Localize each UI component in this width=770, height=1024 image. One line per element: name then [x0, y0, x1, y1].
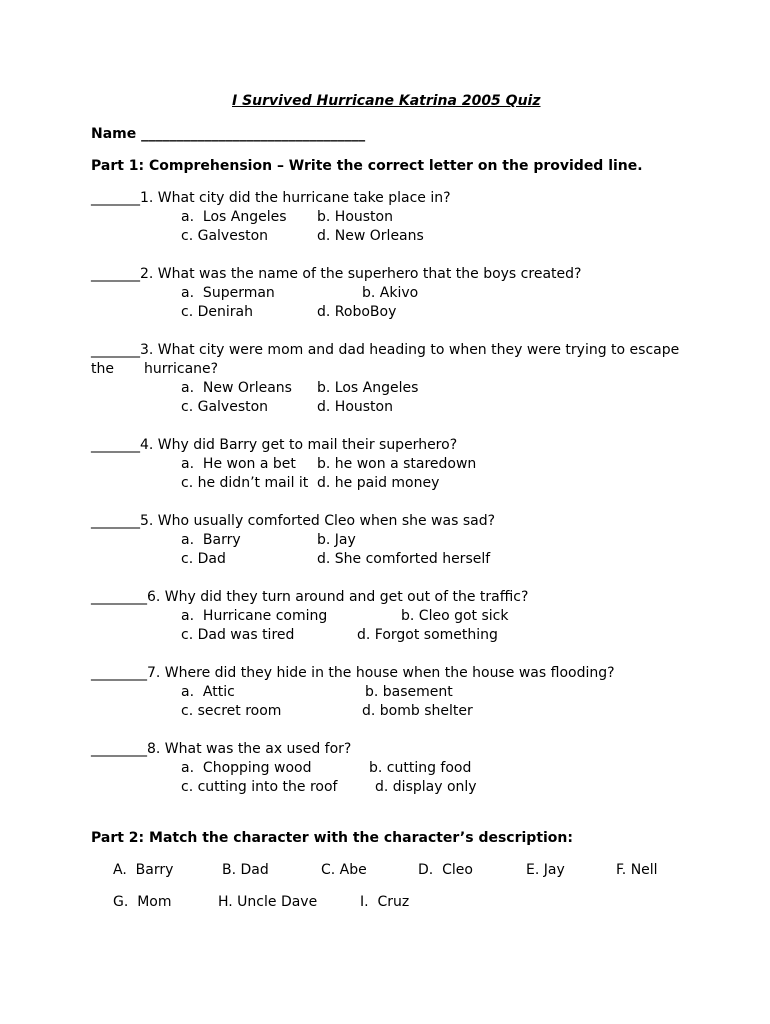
name-line: Name ________________________________ — [91, 126, 366, 142]
option-b: b. basement — [365, 684, 453, 700]
character-item: E. Jay — [526, 862, 565, 878]
option-a: a. Barry — [181, 532, 241, 548]
character-item: I. Cruz — [360, 894, 410, 910]
option-c: c. cutting into the roof — [181, 779, 338, 795]
option-a: a. He won a bet — [181, 456, 296, 472]
question-prompt: ________6. Why did they turn around and get out of the traffic? — [91, 589, 529, 605]
character-item: B. Dad — [222, 862, 269, 878]
option-c: c. secret room — [181, 703, 282, 719]
part1-heading: Part 1: Comprehension – Write the correct letter on the provided line. — [91, 158, 643, 174]
character-item: A. Barry — [113, 862, 174, 878]
option-a: a. Attic — [181, 684, 235, 700]
character-item: D. Cleo — [418, 862, 473, 878]
option-a: a. Superman — [181, 285, 275, 301]
option-c: c. Galveston — [181, 399, 269, 415]
option-b: b. he won a staredown — [317, 456, 477, 472]
question-prompt: _______3. What city were mom and dad heading to when they were trying to escape — [91, 342, 680, 358]
option-b: b. Los Angeles — [317, 380, 419, 396]
option-c: c. Dad was tired — [181, 627, 295, 643]
character-item: G. Mom — [113, 894, 172, 910]
question-prompt: _______4. Why did Barry get to mail their superhero? — [91, 437, 458, 453]
question-prompt: ________7. Where did they hide in the house when the house was flooding? — [91, 665, 615, 681]
option-c: c. Dad — [181, 551, 226, 567]
option-b: b. Houston — [317, 209, 393, 225]
page-title: I Survived Hurricane Katrina 2005 Quiz — [232, 93, 541, 109]
option-b: b. Cleo got sick — [401, 608, 509, 624]
question-prompt-cont-the: the — [91, 361, 114, 377]
option-b: b. cutting food — [369, 760, 472, 776]
option-a: a. Hurricane coming — [181, 608, 328, 624]
character-item: F. Nell — [616, 862, 658, 878]
question-prompt: _______5. Who usually comforted Cleo when she was sad? — [91, 513, 496, 529]
option-d: d. New Orleans — [317, 228, 424, 244]
question-prompt-cont: hurricane? — [144, 361, 219, 377]
option-a: a. Chopping wood — [181, 760, 312, 776]
option-d: d. Forgot something — [357, 627, 498, 643]
question-prompt: ________8. What was the ax used for? — [91, 741, 352, 757]
option-d: d. Houston — [317, 399, 393, 415]
option-c: c. Denirah — [181, 304, 253, 320]
character-item: C. Abe — [321, 862, 367, 878]
option-c: c. he didn’t mail it — [181, 475, 309, 491]
option-d: d. he paid money — [317, 475, 440, 491]
option-d: d. RoboBoy — [317, 304, 397, 320]
option-c: c. Galveston — [181, 228, 269, 244]
question-prompt: _______2. What was the name of the superhero that the boys created? — [91, 266, 582, 282]
part2-heading: Part 2: Match the character with the character’s description: — [91, 830, 573, 846]
option-b: b. Jay — [317, 532, 356, 548]
option-d: d. bomb shelter — [362, 703, 473, 719]
character-item: H. Uncle Dave — [218, 894, 318, 910]
option-d: d. display only — [375, 779, 477, 795]
option-b: b. Akivo — [362, 285, 419, 301]
option-d: d. She comforted herself — [317, 551, 491, 567]
option-a: a. New Orleans — [181, 380, 292, 396]
option-a: a. Los Angeles — [181, 209, 287, 225]
question-prompt: _______1. What city did the hurricane take place in? — [91, 190, 451, 206]
